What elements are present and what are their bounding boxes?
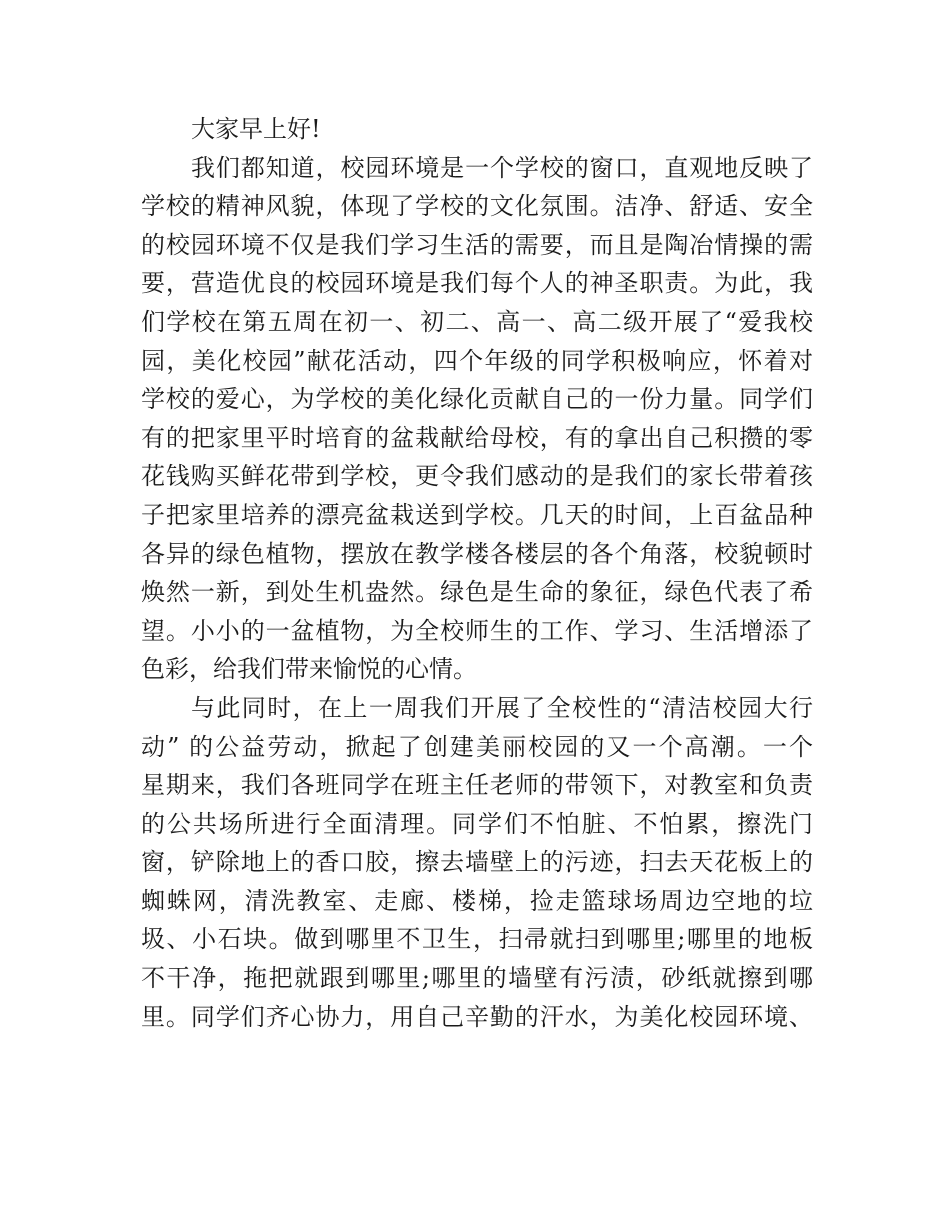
paragraph-2-line: 窗，铲除地上的香口胶，擦去墙壁上的污迹，扫去天花板上的 xyxy=(141,848,813,877)
speech-text xyxy=(141,110,813,1036)
paragraph-1-line: 焕然一新，到处生机盎然。绿色是生命的象征，绿色代表了希 xyxy=(141,578,813,607)
paragraph-1-line: 学校的精神风貌，体现了学校的文化氛围。洁净、舒适、安全 xyxy=(141,192,813,221)
greeting-line: 大家早上好! xyxy=(191,115,321,143)
paragraph-2-line: 里。同学们齐心协力，用自己辛勤的汗水，为美化校园环境、 xyxy=(141,1002,813,1031)
paragraph-1-line: 园，美化校园”献花活动，四个年级的同学积极响应，怀着对 xyxy=(141,346,813,375)
paragraph-1-line: 有的把家里平时培育的盆栽献给母校，有的拿出自己积攒的零 xyxy=(141,423,813,452)
paragraph-2-line: 蜘蛛网，清洗教室、走廊、楼梯，捡走篮球场周边空地的垃 xyxy=(141,886,813,915)
paragraph-1-line: 的校园环境不仅是我们学习生活的需要，而且是陶冶情操的需 xyxy=(141,230,813,259)
paragraph-1-line: 学校的爱心，为学校的美化绿化贡献自己的一份力量。同学们 xyxy=(141,385,813,414)
paragraph-1-line: 我们都知道，校园环境是一个学校的窗口，直观地反映了 xyxy=(191,153,813,182)
paragraph-1-line: 望。小小的一盆植物，为全校师生的工作、学习、生活增添了 xyxy=(141,616,813,645)
paragraph-2-line: 圾、小石块。做到哪里不卫生，扫帚就扫到哪里;哪里的地板 xyxy=(141,925,813,954)
paragraph-1-line: 色彩，给我们带来愉悦的心情。 xyxy=(141,655,477,684)
paragraph-2-line: 的公共场所进行全面清理。同学们不怕脏、不怕累，擦洗门 xyxy=(141,809,813,838)
paragraph-1-line: 们学校在第五周在初一、初二、高一、高二级开展了“爱我校 xyxy=(141,307,813,336)
paragraph-1-line: 各异的绿色植物，摆放在教学楼各楼层的各个角落，校貌顿时 xyxy=(141,539,813,568)
paragraph-1-line: 花钱购买鲜花带到学校，更令我们感动的是我们的家长带着孩 xyxy=(141,462,813,491)
paragraph-2-line: 星期来，我们各班同学在班主任老师的带领下，对教室和负责 xyxy=(141,771,813,800)
paragraph-2-line: 动” 的公益劳动，掀起了创建美丽校园的又一个高潮。一个 xyxy=(141,732,813,761)
paragraph-2-line: 与此同时，在上一周我们开展了全校性的“清洁校园大行 xyxy=(191,693,813,722)
paragraph-2-line: 不干净，拖把就跟到哪里;哪里的墙壁有污渍，砂纸就擦到哪 xyxy=(141,964,813,993)
paragraph-1-line: 子把家里培养的漂亮盆栽送到学校。几天的时间，上百盆品种 xyxy=(141,500,813,529)
paragraph-1-line: 要，营造优良的校园环境是我们每个人的神圣职责。为此，我 xyxy=(141,269,813,298)
